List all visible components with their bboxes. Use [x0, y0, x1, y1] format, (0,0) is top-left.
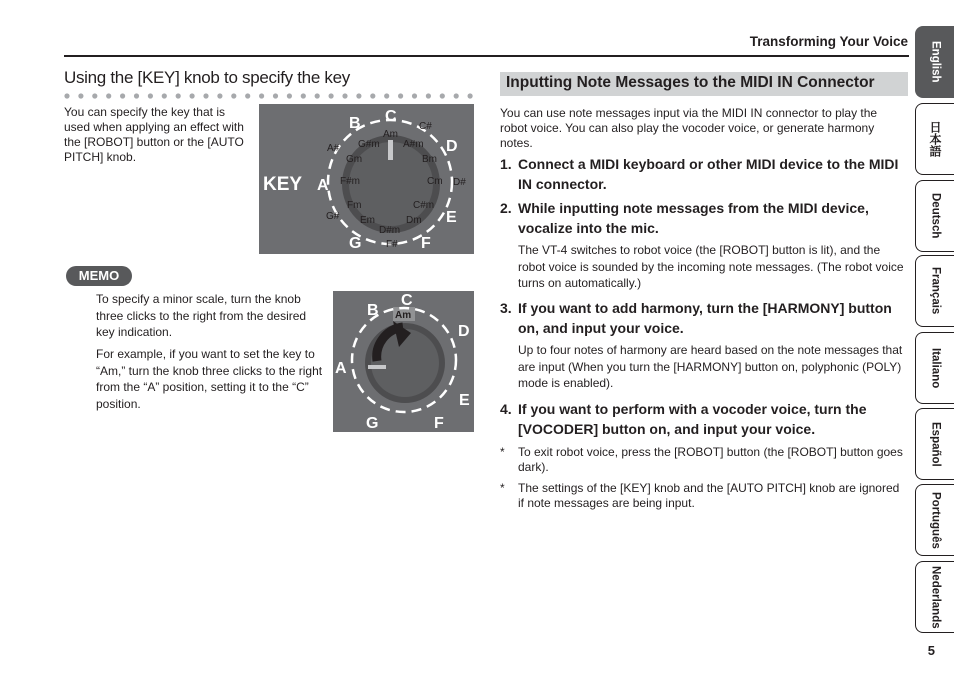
divider-dot: [384, 93, 389, 98]
knob1-minor-fsharp: F#: [386, 239, 398, 250]
key-intro-text: You can specify the key that is used when applying an effect with the [ROBOT] button or the [AUTO PITCH] knob.: [64, 105, 244, 164]
step-number: 1.: [500, 156, 512, 172]
tab-label: Nederlands: [929, 565, 942, 629]
knob1-key-c: C: [385, 108, 397, 125]
tab-label: English: [929, 41, 942, 83]
knob1-minor-asharp: A#: [327, 143, 340, 154]
divider-dot: [92, 93, 97, 98]
divider-dot: [356, 93, 361, 98]
note-2: [500, 481, 908, 511]
tab-nederlands[interactable]: [915, 561, 954, 633]
tab-francais[interactable]: [915, 255, 954, 327]
knob1-minor-dsharpm: D#m: [379, 225, 401, 236]
page-number: 5: [927, 643, 935, 658]
tab-label: Italiano: [929, 347, 942, 389]
tab-label: Português: [929, 491, 942, 549]
tab-label: Français: [929, 267, 942, 315]
tab-espanol[interactable]: [915, 408, 954, 480]
knob2-key-c: C: [401, 292, 413, 309]
divider-dot: [370, 93, 375, 98]
divider-dot: [148, 93, 153, 98]
knob2-key-g: G: [366, 415, 379, 432]
right-section-title: Inputting Note Messages to the MIDI IN Connector: [506, 74, 875, 91]
tab-italiano[interactable]: [915, 332, 954, 404]
knob1-minor-fm: Fm: [347, 200, 362, 211]
divider-dot: [78, 93, 83, 98]
knob1-key-f: F: [421, 235, 431, 252]
note-asterisk: *: [500, 481, 505, 495]
memo-paragraph-2: For example, if you want to set the key to “Am,” turn the knob three clicks to the right from the “A” position, setting it to the “C” position.: [96, 347, 323, 411]
tab-label: 日本語: [928, 121, 942, 157]
tab-japanese[interactable]: [915, 103, 954, 175]
tab-english[interactable]: [915, 26, 954, 98]
knob1-minor-csharpm: C#m: [413, 200, 435, 211]
tab-label: Deutsch: [929, 193, 942, 239]
left-section-title: Using the [KEY] knob to specify the key: [64, 68, 350, 87]
step-number: 3.: [500, 300, 512, 316]
divider-dot: [245, 93, 250, 98]
knob1-minor-em: Em: [360, 215, 375, 226]
knob1-minor-dm: Dm: [406, 215, 422, 226]
knob2-key-e: E: [459, 392, 470, 409]
memo-badge: MEMO: [66, 266, 132, 286]
step-1: [500, 155, 910, 194]
knob1-minor-cm: Cm: [427, 176, 443, 187]
divider-dot: [440, 93, 445, 98]
knob1-minor-bm: Bm: [422, 154, 437, 165]
step-3-body: Up to four notes of harmony are heard based on the note messages that are input (When you turn the [HARMONY] button on, polyphonic (POLY) mode is enabled).: [518, 343, 903, 390]
memo-paragraph-1: To specify a minor scale, turn the knob three clicks to the right from the desired key indication.: [96, 292, 307, 339]
divider-dot: [468, 93, 473, 98]
divider-dot: [134, 93, 139, 98]
tab-deutsch[interactable]: [915, 180, 954, 252]
divider-dot: [287, 93, 292, 98]
knob1-key-b: B: [349, 115, 361, 132]
step-text: While inputting note messages from the MIDI device, vocalize into the mic.: [518, 200, 869, 236]
knob1-key-d: D: [446, 138, 458, 155]
step-text: If you want to add harmony, turn the [HARMONY] button on, and input your voice.: [518, 300, 892, 336]
knob1-key-g: G: [349, 235, 362, 252]
divider-dot: [231, 93, 236, 98]
knob1-key-a: A: [317, 177, 329, 194]
divider-dot: [176, 93, 181, 98]
divider-dot: [454, 93, 459, 98]
divider-dot: [64, 93, 69, 98]
divider-dot: [329, 93, 334, 98]
key-knob-illustration: [259, 104, 474, 254]
key-label: KEY: [263, 174, 303, 195]
divider-dot: [315, 93, 320, 98]
step-number: 4.: [500, 401, 512, 417]
divider-dot: [398, 93, 403, 98]
knob2-key-a: A: [335, 360, 347, 377]
dotted-divider: [64, 93, 474, 99]
knob2-key-f: F: [434, 415, 444, 432]
note-text: The settings of the [KEY] knob and the [AUTO PITCH] knob are ignored if note messages are being input.: [518, 481, 900, 510]
step-number: 2.: [500, 200, 512, 216]
step-3: [500, 299, 910, 338]
divider-dot: [342, 93, 347, 98]
knob1-minor-gsharpm: G#m: [358, 139, 380, 150]
divider-dot: [301, 93, 306, 98]
divider-dot: [426, 93, 431, 98]
tab-label: Español: [929, 421, 942, 467]
divider-dot: [412, 93, 417, 98]
note-text: To exit robot voice, press the [ROBOT] button (the [ROBOT] button goes dark).: [518, 445, 903, 474]
divider-dot: [259, 93, 264, 98]
step-text: Connect a MIDI keyboard or other MIDI device to the MIDI IN connector.: [518, 156, 899, 192]
divider-dot: [273, 93, 278, 98]
divider-dot: [106, 93, 111, 98]
step-2: [500, 199, 910, 238]
note-asterisk: *: [500, 445, 505, 459]
key-knob-example-illustration: [333, 291, 474, 432]
note-1: [500, 445, 908, 475]
divider-dot: [162, 93, 167, 98]
step-text: If you want to perform with a vocoder voice, turn the [VOCODER] button on, and input your voice.: [518, 401, 867, 437]
header-rule: [64, 55, 909, 57]
divider-dot: [120, 93, 125, 98]
knob1-minor-dsharp: D#: [453, 177, 466, 188]
knob2-key-d: D: [458, 323, 470, 340]
knob1-key-e: E: [446, 209, 457, 226]
midi-intro-text: You can use note messages input via the MIDI IN connector to play the robot voice. You can also play the vocoder voice, or generate harmony notes.: [500, 106, 878, 150]
divider-dot: [190, 93, 195, 98]
knob1-minor-asharpm: A#m: [403, 139, 424, 150]
knob1-minor-gm: Gm: [346, 154, 363, 165]
knob1-minor-fsharpm: F#m: [340, 176, 360, 187]
tab-portugues[interactable]: [915, 484, 954, 556]
divider-dot: [217, 93, 222, 98]
knob1-minor-gsharp: G#: [326, 211, 340, 222]
step-4: [500, 400, 910, 439]
knob1-minor-csharp: C#: [419, 121, 432, 132]
knob2-indicator-am: Am: [395, 310, 412, 321]
knob1-minor-am: Am: [383, 129, 398, 140]
step-2-body: The VT-4 switches to robot voice (the [ROBOT] button is lit), and the robot voice is sounded by the incoming note messages. (The robot voice turns on automatically.): [518, 243, 904, 290]
running-header: Transforming Your Voice: [749, 34, 908, 49]
divider-dot: [203, 93, 208, 98]
knob2-key-b: B: [367, 302, 379, 319]
